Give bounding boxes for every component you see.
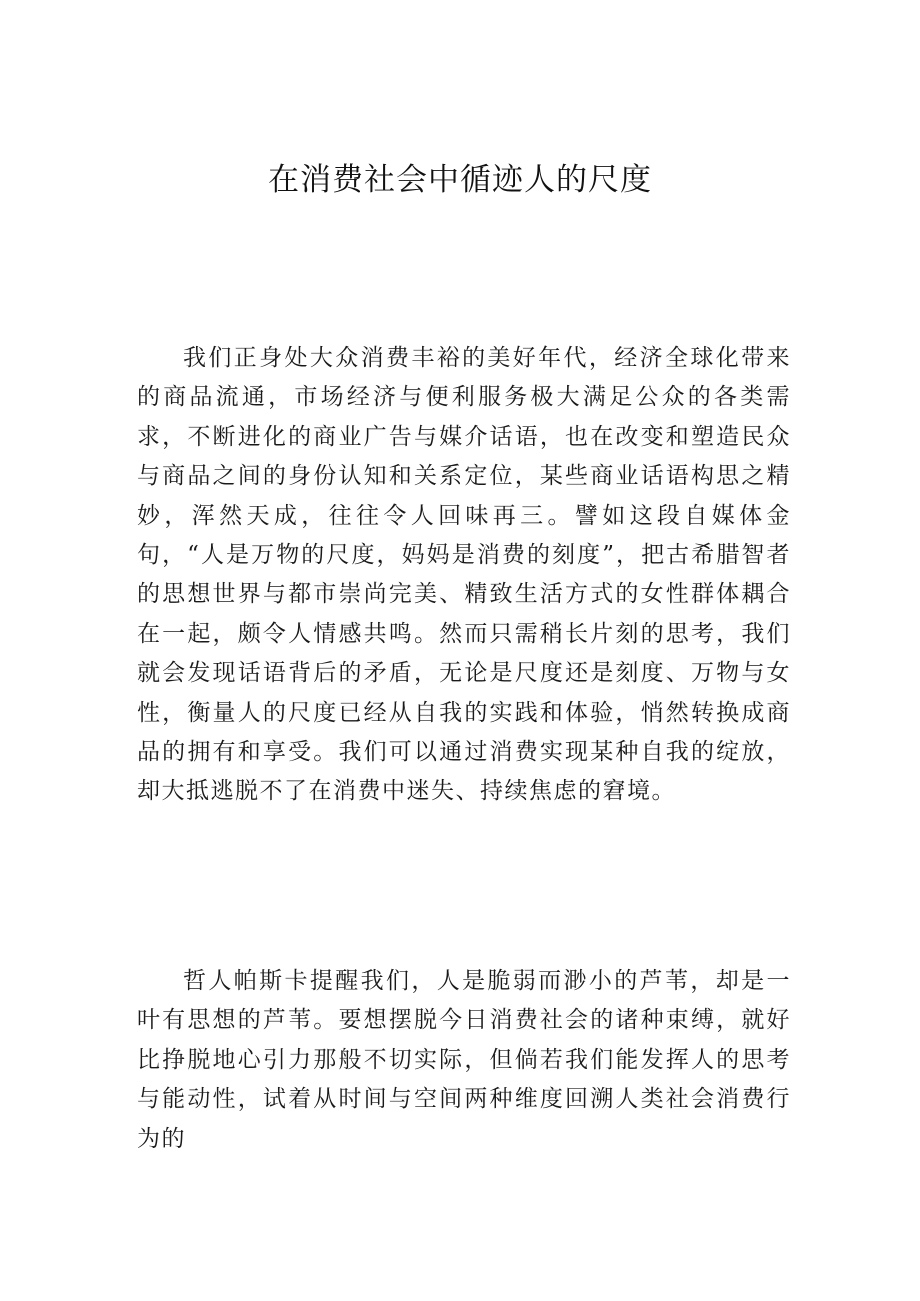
- paragraph-1: 我们正身处大众消费丰裕的美好年代，经济全球化带来的商品流通，市场经济与便利服务极大满足公众的各类需求，不断进化的商业广告与媒介话语，也在改变和塑造民众与商品之间的身份认知和关系定位，某些商业话语构思之精妙，浑然天成，往往令人回味再三。譬如这段自媒体金句，“人是万物的尺度，妈妈是消费的刻度”，把古希腊智者的思想世界与都市崇尚完美、精致生活方式的女性群体耦合在一起，颇令人情感共鸣。然而只需稍长片刻的思考，我们就会发现话语背后的矛盾，无论是尺度还是刻度、万物与女性，衡量人的尺度已经从自我的实践和体验，悄然转换成商品的拥有和享受。我们可以通过消费实现某种自我的绽放，却大抵逃脱不了在消费中迷失、持续焦虑的窘境。: [137, 345, 791, 805]
- document-title: 在消费社会中循迹人的尺度: [268, 162, 652, 198]
- paragraph-2: 哲人帕斯卡提醒我们，人是脆弱而渺小的芦苇，却是一叶有思想的芦苇。要想摆脱今日消费社会的诸种束缚，就好比挣脱地心引力那般不切实际，但倘若我们能发挥人的思考与能动性，试着从时间与空间两种维度回溯人类社会消费行为的: [137, 968, 791, 1152]
